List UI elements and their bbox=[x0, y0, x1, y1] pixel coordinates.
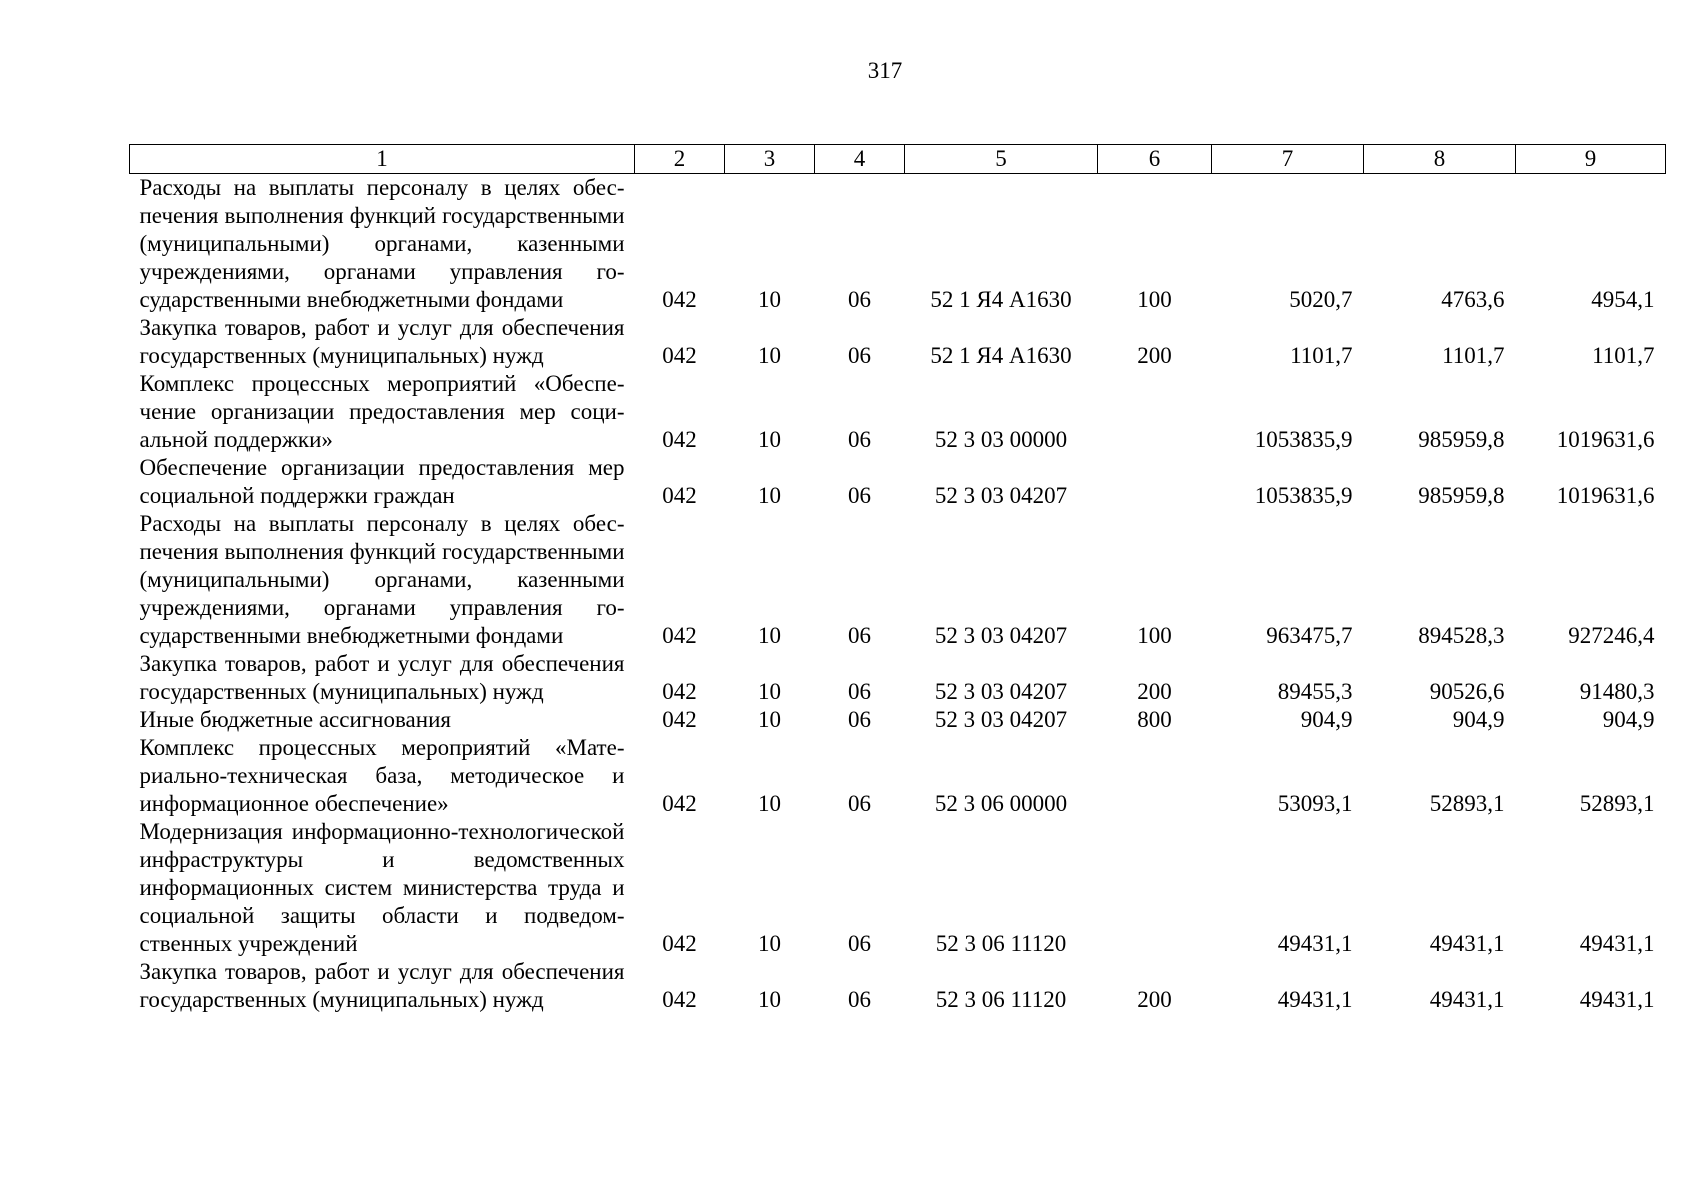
table-row bbox=[130, 370, 1666, 454]
row-expense-type: 200 bbox=[1137, 679, 1172, 704]
table-header bbox=[130, 145, 1666, 174]
row-ministry-code: 042 bbox=[662, 707, 697, 732]
column-header: 2 bbox=[635, 145, 725, 174]
row-amount-year1: 49431,1 bbox=[1277, 987, 1353, 1012]
row-amount-year1: 1053835,9 bbox=[1254, 483, 1353, 508]
row-target-article: 52 1 Я4 А1630 bbox=[930, 287, 1072, 312]
row-expense-type: 200 bbox=[1137, 987, 1172, 1012]
header-row bbox=[130, 145, 1666, 174]
row-amount-year1: 1053835,9 bbox=[1254, 427, 1353, 452]
row-ministry-code: 042 bbox=[662, 427, 697, 452]
table-body bbox=[130, 174, 1666, 1015]
row-target-article: 52 3 06 00000 bbox=[934, 791, 1068, 816]
row-target-article: 52 3 06 11120 bbox=[935, 931, 1067, 956]
row-ministry-code: 042 bbox=[662, 679, 697, 704]
row-subsection-code: 06 bbox=[848, 679, 871, 704]
table-row bbox=[130, 650, 1666, 706]
row-amount-year1: 89455,3 bbox=[1277, 679, 1353, 704]
row-name: Закупка товаров, работ и услуг для обеспечения государственных (муниципальных) нужд bbox=[139, 959, 625, 1012]
row-amount-year1: 49431,1 bbox=[1277, 931, 1353, 956]
row-expense-type: 100 bbox=[1137, 623, 1172, 648]
row-target-article: 52 3 03 04207 bbox=[934, 483, 1068, 508]
row-section-code: 10 bbox=[758, 987, 781, 1012]
row-name: Закупка товаров, работ и услуг для обеспечения государственных (муниципальных) нужд bbox=[139, 651, 625, 704]
row-ministry-code: 042 bbox=[662, 483, 697, 508]
row-amount-year3: 904,9 bbox=[1602, 707, 1655, 732]
row-amount-year2: 52893,1 bbox=[1429, 791, 1505, 816]
row-amount-year2: 4763,6 bbox=[1441, 287, 1505, 312]
row-amount-year3: 1019631,6 bbox=[1556, 427, 1655, 452]
row-target-article: 52 3 03 04207 bbox=[934, 707, 1068, 732]
row-section-code: 10 bbox=[758, 623, 781, 648]
row-section-code: 10 bbox=[758, 679, 781, 704]
row-amount-year2: 49431,1 bbox=[1429, 931, 1505, 956]
row-ministry-code: 042 bbox=[662, 287, 697, 312]
row-subsection-code: 06 bbox=[848, 427, 871, 452]
row-name: Модернизация информационно-технологической инфраструктуры и ведомственных информационных систем министерства труда и социальной защиты области и подведомственных учреждений bbox=[139, 819, 625, 956]
row-name: Расходы на выплаты персоналу в целях обеспечения выполнения функций государственными (муниципальными) органами, казенными учреждениями, органами управления государственными внебюджетными фондами bbox=[139, 175, 625, 312]
row-subsection-code: 06 bbox=[848, 623, 871, 648]
row-amount-year3: 1019631,6 bbox=[1556, 483, 1655, 508]
row-amount-year1: 1101,7 bbox=[1290, 343, 1353, 368]
column-header: 5 bbox=[905, 145, 1098, 174]
row-section-code: 10 bbox=[758, 931, 781, 956]
column-header: 7 bbox=[1212, 145, 1364, 174]
row-amount-year3: 49431,1 bbox=[1579, 931, 1655, 956]
row-expense-type: 200 bbox=[1137, 343, 1172, 368]
row-target-article: 52 3 03 04207 bbox=[934, 679, 1068, 704]
table-row bbox=[130, 454, 1666, 510]
column-header: 4 bbox=[815, 145, 905, 174]
row-subsection-code: 06 bbox=[848, 791, 871, 816]
table-row bbox=[130, 958, 1666, 1014]
row-amount-year2: 894528,3 bbox=[1418, 623, 1505, 648]
row-name: Комплекс процессных мероприятий «Обеспечение организации предоставления мер социальной поддержки» bbox=[139, 371, 625, 452]
row-amount-year3: 927246,4 bbox=[1568, 623, 1655, 648]
row-expense-type bbox=[1098, 370, 1212, 454]
row-ministry-code: 042 bbox=[662, 791, 697, 816]
row-ministry-code: 042 bbox=[662, 343, 697, 368]
row-name: Обеспечение организации предоставления мер социальной поддержки граждан bbox=[139, 455, 625, 508]
row-expense-type bbox=[1098, 734, 1212, 818]
row-ministry-code: 042 bbox=[662, 623, 697, 648]
row-amount-year2: 90526,6 bbox=[1429, 679, 1505, 704]
row-amount-year1: 904,9 bbox=[1300, 707, 1353, 732]
row-amount-year1: 5020,7 bbox=[1289, 287, 1353, 312]
row-name: Закупка товаров, работ и услуг для обеспечения государственных (муниципальных) нужд bbox=[139, 315, 625, 368]
row-amount-year3: 4954,1 bbox=[1591, 287, 1655, 312]
row-expense-type bbox=[1098, 818, 1212, 958]
row-section-code: 10 bbox=[758, 707, 781, 732]
row-amount-year3: 91480,3 bbox=[1579, 679, 1655, 704]
row-amount-year1: 53093,1 bbox=[1277, 791, 1353, 816]
table-row bbox=[130, 706, 1666, 734]
row-amount-year2: 985959,8 bbox=[1418, 483, 1505, 508]
row-amount-year2: 985959,8 bbox=[1418, 427, 1505, 452]
table-row bbox=[130, 818, 1666, 958]
column-header: 3 bbox=[725, 145, 815, 174]
row-section-code: 10 bbox=[758, 791, 781, 816]
row-subsection-code: 06 bbox=[848, 707, 871, 732]
column-header: 1 bbox=[130, 145, 635, 174]
row-subsection-code: 06 bbox=[848, 483, 871, 508]
table-row bbox=[130, 734, 1666, 818]
row-target-article: 52 3 06 11120 bbox=[935, 987, 1067, 1012]
page-number: 317 bbox=[867, 58, 903, 83]
column-header: 8 bbox=[1364, 145, 1516, 174]
row-target-article: 52 3 03 04207 bbox=[934, 623, 1068, 648]
table-row bbox=[130, 174, 1666, 315]
row-target-article: 52 1 Я4 А1630 bbox=[930, 343, 1072, 368]
row-subsection-code: 06 bbox=[848, 987, 871, 1012]
row-ministry-code: 042 bbox=[662, 987, 697, 1012]
row-subsection-code: 06 bbox=[848, 287, 871, 312]
row-amount-year3: 1101,7 bbox=[1592, 343, 1655, 368]
row-name: Комплекс процессных мероприятий «Материально-техническая база, методическое и информационное обеспечение» bbox=[139, 735, 625, 816]
row-expense-type bbox=[1098, 454, 1212, 510]
row-section-code: 10 bbox=[758, 343, 781, 368]
row-amount-year1: 963475,7 bbox=[1266, 623, 1353, 648]
row-amount-year3: 49431,1 bbox=[1579, 987, 1655, 1012]
row-amount-year2: 49431,1 bbox=[1429, 987, 1505, 1012]
column-header: 9 bbox=[1516, 145, 1666, 174]
row-section-code: 10 bbox=[758, 483, 781, 508]
row-amount-year3: 52893,1 bbox=[1579, 791, 1655, 816]
row-section-code: 10 bbox=[758, 427, 781, 452]
row-expense-type: 800 bbox=[1137, 707, 1172, 732]
row-amount-year2: 1101,7 bbox=[1442, 343, 1505, 368]
row-amount-year2: 904,9 bbox=[1452, 707, 1505, 732]
table-row bbox=[130, 314, 1666, 370]
row-expense-type: 100 bbox=[1137, 287, 1172, 312]
row-name: Иные бюджетные ассигнования bbox=[139, 707, 451, 732]
table-row bbox=[130, 510, 1666, 650]
row-subsection-code: 06 bbox=[848, 931, 871, 956]
row-subsection-code: 06 bbox=[848, 343, 871, 368]
row-name: Расходы на выплаты персоналу в целях обеспечения выполнения функций государственными (муниципальными) органами, казенными учреждениями, органами управления государственными внебюджетными фондами bbox=[139, 511, 625, 648]
row-section-code: 10 bbox=[758, 287, 781, 312]
row-target-article: 52 3 03 00000 bbox=[934, 427, 1068, 452]
column-header: 6 bbox=[1098, 145, 1212, 174]
budget-table bbox=[129, 144, 1666, 1014]
row-ministry-code: 042 bbox=[662, 931, 697, 956]
